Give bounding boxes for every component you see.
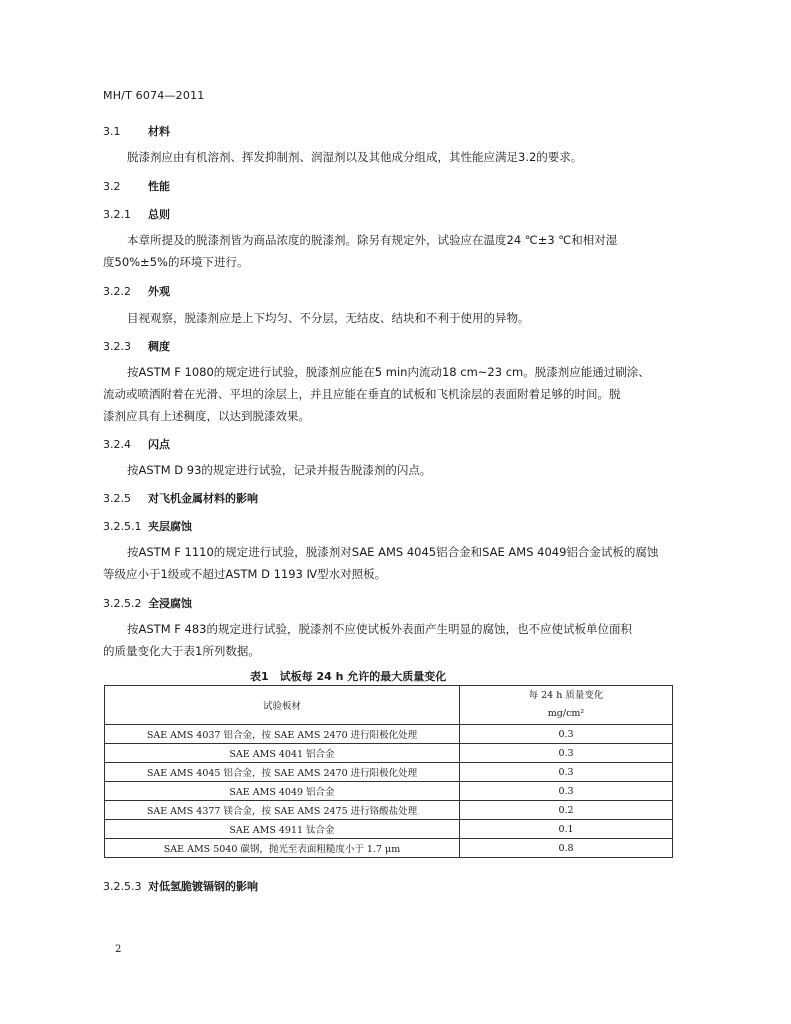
section-number: 3.2.1 [103,208,131,221]
material-cell: SAE AMS 4049 铝合金 [105,782,460,801]
paragraph-line: 等级应小于1级或不超过ASTM D 1193 Ⅳ型水对照板。 [103,567,387,581]
table-row [105,782,673,801]
document-header: MH/T 6074—2011 [103,89,205,102]
paragraph-line: 按ASTM F 1080的规定进行试验，脱漆剂应能在5 min内流动18 cm~23 cm。脱漆剂应能通过刷涂、 [127,365,650,379]
value-cell: 0.3 [460,763,673,782]
page-number: 2 [115,944,122,955]
section-heading [103,518,192,534]
section-title: 对低氢脆镀镉钢的影响 [148,880,258,893]
section-number: 3.2.5.3 [103,880,142,893]
column-header-line: 每 24 h 质量变化 [528,690,604,701]
section-title: 全浸腐蚀 [148,597,192,610]
paragraph-line: 的质量变化大于表1所列数据。 [103,644,260,658]
table-row [105,744,673,763]
table-header-row [105,686,673,725]
section-number: 3.2.2 [103,285,131,298]
column-header-mass-change [460,686,673,725]
section-title: 对飞机金属材料的影响 [148,492,258,505]
section-title: 总则 [148,208,170,221]
section-number: 3.2.5.2 [103,597,142,610]
value-cell: 0.3 [460,782,673,801]
section-number: 3.1 [103,125,121,138]
section-title: 闪点 [148,438,170,451]
section-heading [103,178,170,194]
paragraph-line: 流动或喷洒附着在光滑、平坦的涂层上，并且应能在垂直的试板和飞机涂层的表面附着足够的时间。脱 [103,387,621,401]
section-number: 3.2 [103,180,121,193]
table-row [105,725,673,744]
paragraph: 脱漆剂应由有机溶剂、挥发抑制剂、润湿剂以及其他成分组成，其性能应满足3.2的要求。 [127,150,583,164]
paragraph-line: 按ASTM D 93的规定进行试验，记录并报告脱漆剂的闪点。 [127,463,432,477]
material-cell: SAE AMS 4377 镁合金，按 SAE AMS 2475 进行铬酸盐处理 [105,801,460,820]
table-caption: 表1 试板每 24 h 允许的最大质量变化 [250,670,447,683]
section-number: 3.2.5.1 [103,520,142,533]
table-row [105,763,673,782]
table-row [105,820,673,839]
table-row [105,839,673,858]
table-row [105,801,673,820]
section-title: 材料 [148,125,170,138]
material-cell: SAE AMS 4037 铝合金，按 SAE AMS 2470 进行阳极化处理 [105,725,460,744]
value-cell: 0.8 [460,839,673,858]
section-heading [103,490,258,506]
section-title: 稠度 [148,340,170,353]
paragraph-line: 按ASTM F 1110的规定进行试验，脱漆剂对SAE AMS 4045铝合金和SAE AMS 4049铝合金试板的腐蚀 [127,545,659,559]
section-number: 3.2.3 [103,340,131,353]
material-cell: SAE AMS 4045 铝合金，按 SAE AMS 2470 进行阳极化处理 [105,763,460,782]
value-cell: 0.1 [460,820,673,839]
paragraph-line: 度50%±5%的环境下进行。 [103,255,249,269]
section-title: 性能 [148,180,170,193]
section-number: 3.2.4 [103,438,131,451]
paragraph-line: 按ASTM F 483的规定进行试验，脱漆剂不应使试板外表面产生明显的腐蚀，也不应使试板单位面积 [127,622,632,636]
material-cell: SAE AMS 4041 铝合金 [105,744,460,763]
column-header-material: 试验板材 [105,686,460,725]
section-heading [103,436,170,452]
section-heading [103,878,258,894]
section-heading [103,283,170,299]
section-heading [103,123,170,139]
section-number: 3.2.5 [103,492,131,505]
column-header-unit: mg/cm² [547,708,585,719]
mass-change-table [104,685,673,858]
section-heading [103,595,192,611]
material-cell: SAE AMS 5040 碳钢，抛光至表面粗糙度小于 1.7 μm [105,839,460,858]
section-title: 外观 [148,285,170,298]
value-cell: 0.2 [460,801,673,820]
section-heading [103,206,170,222]
paragraph-line: 漆剂应具有上述稠度，以达到脱漆效果。 [103,409,310,423]
paragraph-line: 本章所提及的脱漆剂皆为商品浓度的脱漆剂。除另有规定外，试验应在温度24 ℃±3 ℃和相对湿 [127,233,618,247]
value-cell: 0.3 [460,725,673,744]
value-cell: 0.3 [460,744,673,763]
material-cell: SAE AMS 4911 钛合金 [105,820,460,839]
section-heading [103,338,170,354]
paragraph-line: 目视观察，脱漆剂应是上下均匀、不分层，无结皮、结块和不利于使用的异物。 [127,311,530,325]
section-title: 夹层腐蚀 [148,520,192,533]
